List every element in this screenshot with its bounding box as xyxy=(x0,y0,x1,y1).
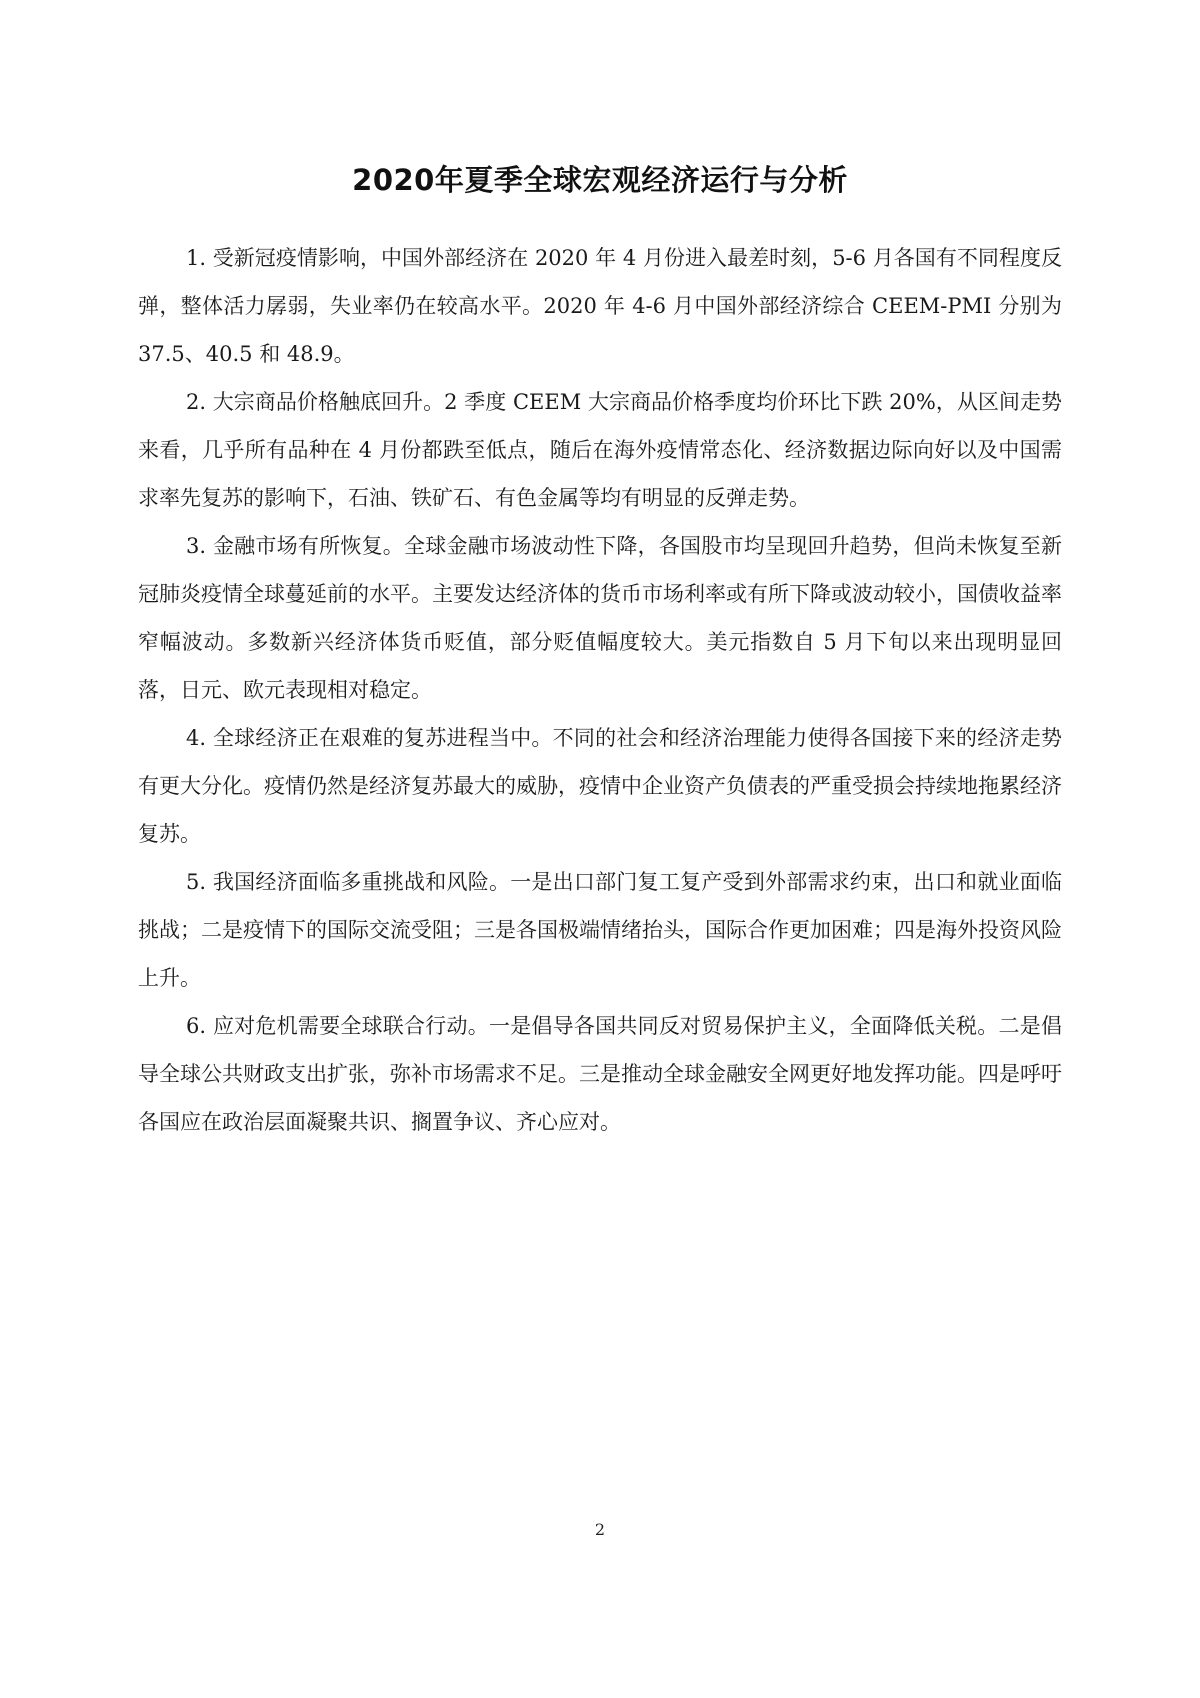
paragraph-6: 6. 应对危机需要全球联合行动。一是倡导各国共同反对贸易保护主义，全面降低关税。二是倡导全球公共财政支出扩张，弥补市场需求不足。三是推动全球金融安全网更好地发挥功能。四是呼吁各国应在政治层面凝聚共识、搁置争议、齐心应对。 xyxy=(138,1014,1062,1134)
paragraph-2: 2. 大宗商品价格触底回升。2 季度 CEEM 大宗商品价格季度均价环比下跌 20%，从区间走势来看，几乎所有品种在 4 月份都跌至低点，随后在海外疫情常态化、经济数据边际向好以及中国需求率先复苏的影响下，石油、铁矿石、有色金属等均有明显的反弹走势。 xyxy=(138,390,1062,510)
page-title: 2020年夏季全球宏观经济运行与分析 xyxy=(352,163,848,197)
paragraph-4: 4. 全球经济正在艰难的复苏进程当中。不同的社会和经济治理能力使得各国接下来的经济走势有更大分化。疫情仍然是经济复苏最大的威胁，疫情中企业资产负债表的严重受损会持续地拖累经济复苏。 xyxy=(138,726,1062,846)
paragraph-3: 3. 金融市场有所恢复。全球金融市场波动性下降，各国股市均呈现回升趋势，但尚未恢复至新冠肺炎疫情全球蔓延前的水平。主要发达经济体的货币市场利率或有所下降或波动较小，国债收益率窄幅波动。多数新兴经济体货币贬值，部分贬值幅度较大。美元指数自 5 月下旬以来出现明显回落，日元、欧元表现相对稳定。 xyxy=(138,534,1062,702)
paragraph-1: 1. 受新冠疫情影响，中国外部经济在 2020 年 4 月份进入最差时刻，5-6 月各国有不同程度反弹，整体活力孱弱，失业率仍在较高水平。2020 年 4-6 月中国外部经济综合 CEEM-PMI 分别为 37.5、40.5 和 48.9。 xyxy=(138,246,1062,366)
page-number: 2 xyxy=(594,1520,606,1539)
paragraph-5: 5. 我国经济面临多重挑战和风险。一是出口部门复工复产受到外部需求约束，出口和就业面临挑战；二是疫情下的国际交流受阻；三是各国极端情绪抬头，国际合作更加困难；四是海外投资风险上升。 xyxy=(138,870,1062,990)
document-body xyxy=(138,234,1062,1146)
